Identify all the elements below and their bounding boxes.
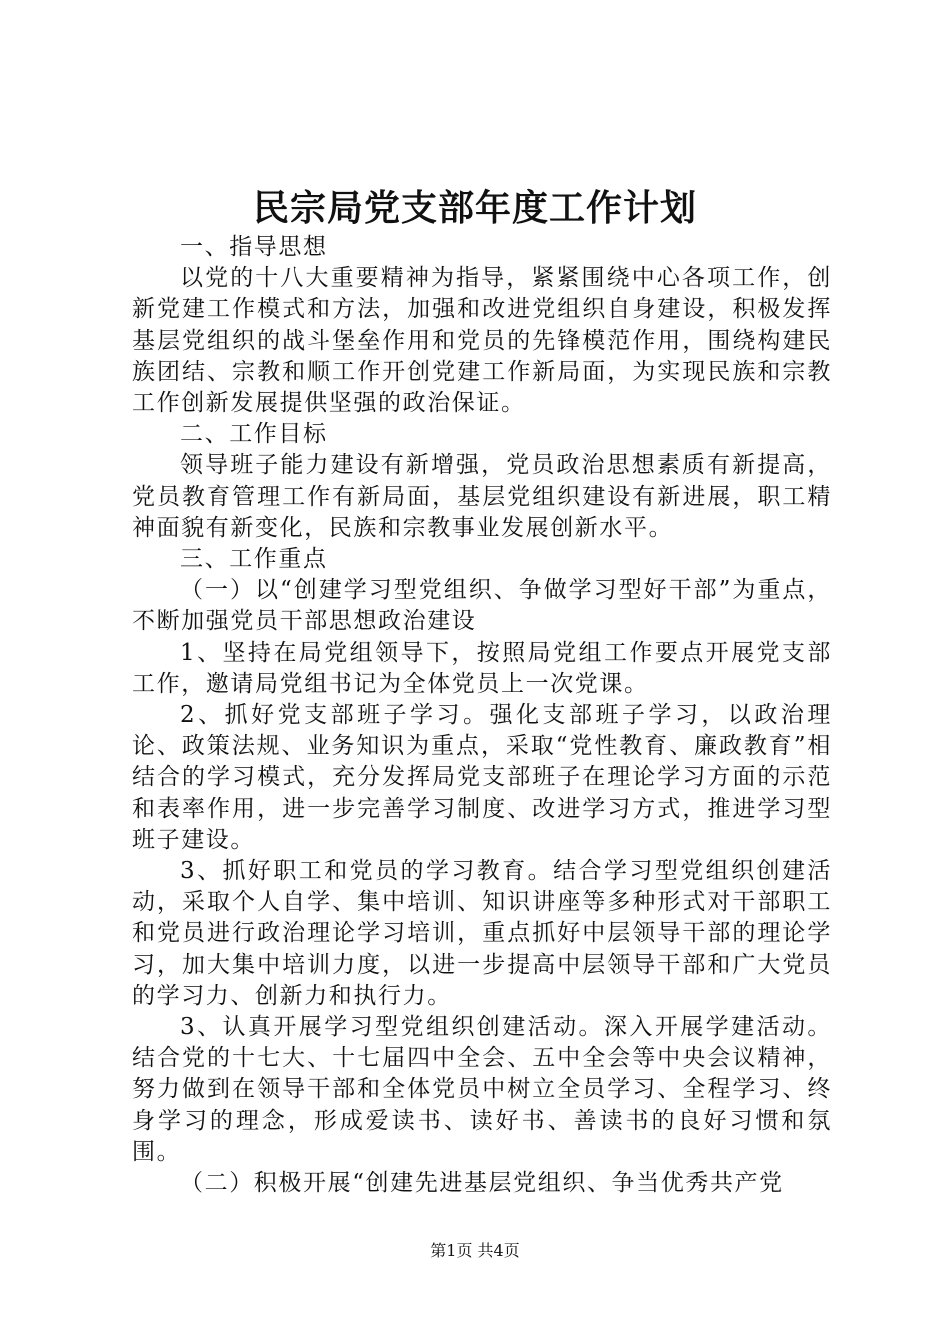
paragraph-guiding-ideology: 以党的十八大重要精神为指导，紧紧围绕中心各项工作，创新党建工作模式和方法，加强和改进党组织自身建设，积极发挥基层党组织的战斗堡垒作用和党员的先锋模范作用，围绕构建民族团结、宗教和顺工作开创党建工作新局面，为实现民族和宗教工作创新发展提供坚强的政治保证。 [132, 265, 832, 417]
section-heading-work-goals: 二、工作目标 [180, 421, 328, 448]
document-title: 民宗局党支部年度工作计划 [252, 187, 697, 229]
paragraph-item-1: 1、坚持在局党组领导下，按照局党组工作要点开展党支部工作，邀请局党组书记为全体党员上一次党课。 [132, 639, 832, 697]
paragraph-work-goals: 领导班子能力建设有新增强，党员政治思想素质有新提高，党员教育管理工作有新局面，基层党组织建设有新进展，职工精神面貌有新变化，民族和宗教事业发展创新水平。 [132, 452, 832, 541]
section-heading-work-focus: 三、工作重点 [180, 546, 328, 573]
document-body [132, 232, 832, 1199]
subheading-two: （二）积极开展“创建先进基层党组织、争当优秀共产党 [180, 1170, 784, 1197]
section-heading-guiding-ideology: 一、指导思想 [180, 234, 328, 260]
paragraph-item-2: 2、抓好党支部班子学习。强化支部班子学习，以政治理论、政策法规、业务知识为重点，采取“党性教育、廉政教育”相结合的学习模式，充分发挥局党支部班子在理论学习方面的示范和表率作用，进一步完善学习制度、改进学习方式，推进学习型班子建设。 [132, 702, 832, 853]
page-footer: 第1页 共4页 [430, 1241, 520, 1260]
paragraph-item-3a: 3、抓好职工和党员的学习教育。结合学习型党组织创建活动，采取个人自学、集中培训、知识讲座等多种形式对干部职工和党员进行政治理论学习培训，重点抓好中层领导干部的理论学习，加大集中培训力度，以进一步提高中层领导干部和广大党员的学习力、创新力和执行力。 [132, 858, 832, 1009]
subheading-one: （一）以“创建学习型党组织、争做学习型好干部”为重点，不断加强党员干部思想政治建设 [132, 577, 832, 635]
paragraph-item-3b: 3、认真开展学习型党组织创建活动。深入开展学建活动。结合党的十七大、十七届四中全会、五中全会等中央会议精神，努力做到在领导干部和全体党员中树立全员学习、全程学习、终身学习的理念，形成爱读书、读好书、善读书的良好习惯和氛围。 [132, 1014, 832, 1165]
